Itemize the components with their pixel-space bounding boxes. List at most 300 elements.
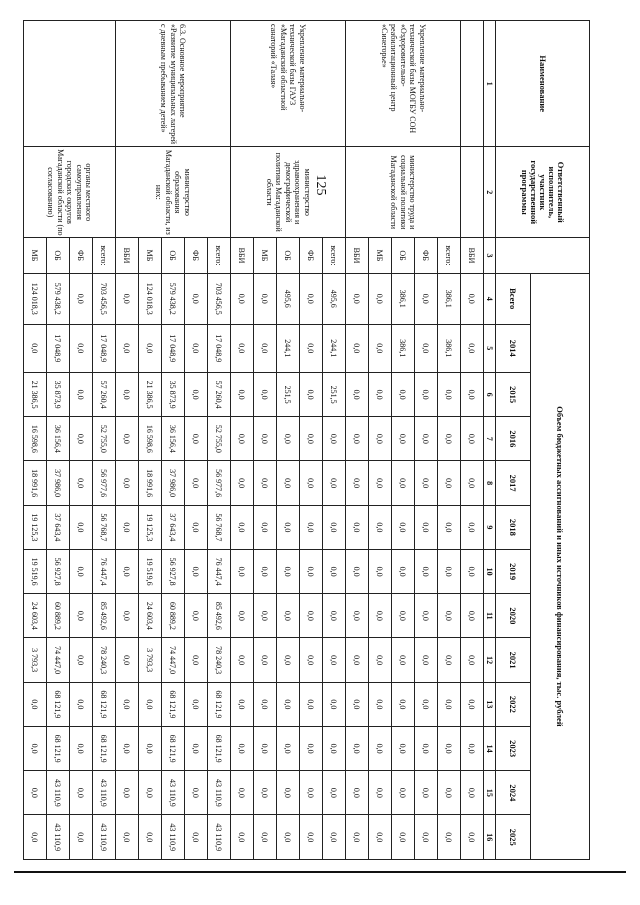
table-row: [438, 21, 461, 860]
year-value: 0,0: [300, 372, 323, 416]
column-number: 9: [484, 505, 496, 549]
total-value: 0,0: [461, 273, 484, 324]
year-value: 68 121,9: [93, 726, 116, 770]
funding-source: ВБИ: [116, 238, 139, 274]
activity-name: Укрепление материально-технической базы МОГБУ СОН «Оздоровительно-реабилитационный центр «Синегорье»: [346, 21, 461, 147]
year-value: 0,0: [369, 461, 392, 505]
column-number: 10: [484, 549, 496, 593]
year-value: 21 386,5: [139, 372, 162, 416]
year-value: 0,0: [369, 638, 392, 682]
header-year: 2016: [496, 417, 531, 461]
year-value: 0,0: [369, 372, 392, 416]
funding-source: ФБ: [70, 238, 93, 274]
funding-source: МБ: [369, 238, 392, 274]
rotated-table-wrapper: [30, 20, 590, 860]
year-value: 0,0: [254, 461, 277, 505]
column-number: 12: [484, 638, 496, 682]
year-value: 0,0: [438, 594, 461, 638]
year-value: 0,0: [461, 771, 484, 815]
year-value: 0,0: [185, 815, 208, 860]
rotated-table-container: [30, 20, 590, 860]
year-value: 0,0: [438, 815, 461, 860]
table-row: [323, 21, 346, 860]
funding-source: ОБ: [392, 238, 415, 274]
header-year: 2020: [496, 594, 531, 638]
year-value: 0,0: [116, 372, 139, 416]
year-value: 68 121,9: [47, 726, 70, 770]
year-value: 0,0: [185, 461, 208, 505]
table-row: [208, 21, 231, 860]
total-value: 386,1: [392, 273, 415, 324]
year-value: 19 519,6: [139, 549, 162, 593]
year-value: 0,0: [461, 594, 484, 638]
year-value: 0,0: [300, 417, 323, 461]
year-value: 60 889,2: [162, 594, 185, 638]
year-value: 0,0: [185, 726, 208, 770]
year-value: 0,0: [254, 549, 277, 593]
year-value: 0,0: [116, 638, 139, 682]
year-value: 0,0: [392, 417, 415, 461]
year-value: 0,0: [415, 461, 438, 505]
year-value: 0,0: [254, 726, 277, 770]
year-value: 0,0: [70, 682, 93, 726]
year-value: 43 110,9: [93, 771, 116, 815]
year-value: 0,0: [438, 771, 461, 815]
year-value: 68 121,9: [47, 682, 70, 726]
year-value: 244,1: [277, 324, 300, 372]
year-value: 0,0: [139, 682, 162, 726]
table-row: [461, 21, 484, 860]
year-value: 0,0: [254, 771, 277, 815]
year-value: 0,0: [185, 594, 208, 638]
year-value: 0,0: [300, 682, 323, 726]
year-value: 0,0: [323, 726, 346, 770]
total-value: 495,6: [277, 273, 300, 324]
year-value: 0,0: [70, 594, 93, 638]
year-value: 0,0: [231, 638, 254, 682]
header-year: 2017: [496, 461, 531, 505]
header-funding-group: Объем бюджетных ассигнований и иных источников финансирования, тыс. рублей: [531, 273, 590, 859]
year-value: 0,0: [185, 324, 208, 372]
year-value: 0,0: [346, 324, 369, 372]
year-value: 0,0: [24, 815, 47, 860]
year-value: 0,0: [392, 771, 415, 815]
year-value: 0,0: [438, 726, 461, 770]
year-value: 0,0: [438, 682, 461, 726]
year-value: 0,0: [323, 417, 346, 461]
year-value: 52 755,0: [208, 417, 231, 461]
year-value: 0,0: [139, 815, 162, 860]
year-value: 0,0: [415, 771, 438, 815]
total-value: 124 018,3: [24, 273, 47, 324]
year-value: 0,0: [231, 461, 254, 505]
total-value: 703 456,5: [93, 273, 116, 324]
funding-source: ВБИ: [461, 238, 484, 274]
year-value: 0,0: [254, 417, 277, 461]
executor-name: органы местного самоуправления городских округов Магаданской области (по согласованию): [24, 147, 116, 238]
header-name: Наименование: [496, 21, 590, 147]
total-value: 0,0: [231, 273, 254, 324]
year-value: 0,0: [277, 726, 300, 770]
total-value: 0,0: [415, 273, 438, 324]
year-value: 0,0: [346, 505, 369, 549]
year-value: 0,0: [231, 815, 254, 860]
executor-name: министерство здравоохранения и демографической политики Магаданской области: [231, 147, 346, 238]
year-value: 0,0: [70, 461, 93, 505]
year-value: 0,0: [461, 324, 484, 372]
year-value: 0,0: [139, 726, 162, 770]
year-value: 0,0: [116, 771, 139, 815]
header-total: Всего: [496, 273, 531, 324]
year-value: 43 110,9: [162, 771, 185, 815]
year-value: 0,0: [231, 549, 254, 593]
year-value: 0,0: [392, 815, 415, 860]
year-value: 0,0: [254, 815, 277, 860]
year-value: 0,0: [277, 682, 300, 726]
column-number-row: [484, 21, 496, 860]
year-value: 0,0: [461, 638, 484, 682]
year-value: 0,0: [231, 324, 254, 372]
year-value: 0,0: [392, 461, 415, 505]
year-value: 37 986,0: [47, 461, 70, 505]
year-value: 0,0: [254, 682, 277, 726]
total-value: 386,1: [438, 273, 461, 324]
column-number: 1: [484, 21, 496, 147]
year-value: 386,1: [438, 324, 461, 372]
year-value: 0,0: [438, 372, 461, 416]
year-value: 0,0: [70, 815, 93, 860]
year-value: 0,0: [323, 549, 346, 593]
year-value: 16 598,6: [24, 417, 47, 461]
executor-name: [461, 147, 484, 238]
total-value: 0,0: [185, 273, 208, 324]
year-value: 0,0: [231, 594, 254, 638]
year-value: 19 125,3: [24, 505, 47, 549]
year-value: 0,0: [369, 324, 392, 372]
year-value: 0,0: [392, 505, 415, 549]
year-value: 0,0: [323, 682, 346, 726]
year-value: 56 927,8: [47, 549, 70, 593]
year-value: 0,0: [254, 638, 277, 682]
year-value: 56 977,6: [208, 461, 231, 505]
year-value: 56 768,7: [208, 505, 231, 549]
year-value: 0,0: [346, 594, 369, 638]
total-value: 0,0: [346, 273, 369, 324]
year-value: 0,0: [300, 324, 323, 372]
total-value: 579 438,2: [162, 273, 185, 324]
year-value: 0,0: [254, 324, 277, 372]
year-value: 57 260,4: [93, 372, 116, 416]
year-value: 0,0: [323, 771, 346, 815]
year-value: 0,0: [346, 549, 369, 593]
total-value: 495,6: [323, 273, 346, 324]
year-value: 0,0: [139, 324, 162, 372]
year-value: 0,0: [415, 505, 438, 549]
activity-name: [24, 21, 116, 147]
year-value: 78 240,3: [93, 638, 116, 682]
funding-source: всего:: [323, 238, 346, 274]
header-year: 2014: [496, 324, 531, 372]
activity-name: 6.3. Основное мероприятие «Развитие муниципальных лагерей с дневным пребыванием детей»: [116, 21, 231, 147]
year-value: 37 643,4: [162, 505, 185, 549]
year-value: 0,0: [461, 372, 484, 416]
year-value: 68 121,9: [208, 726, 231, 770]
year-value: 0,0: [116, 324, 139, 372]
year-value: 0,0: [254, 594, 277, 638]
year-value: 0,0: [231, 682, 254, 726]
year-value: 0,0: [438, 638, 461, 682]
year-value: 85 492,6: [93, 594, 116, 638]
year-value: 0,0: [231, 771, 254, 815]
year-value: 0,0: [461, 726, 484, 770]
funding-source: ОБ: [162, 238, 185, 274]
year-value: 0,0: [116, 417, 139, 461]
year-value: 56 768,7: [93, 505, 116, 549]
year-value: 0,0: [70, 549, 93, 593]
year-value: 244,1: [323, 324, 346, 372]
year-value: 0,0: [392, 726, 415, 770]
year-value: 0,0: [300, 461, 323, 505]
year-value: 0,0: [392, 372, 415, 416]
year-value: 36 156,4: [47, 417, 70, 461]
year-value: 0,0: [231, 505, 254, 549]
header-year: 2024: [496, 771, 531, 815]
year-value: 0,0: [277, 815, 300, 860]
year-value: 0,0: [438, 505, 461, 549]
year-value: 36 156,4: [162, 417, 185, 461]
column-number: 7: [484, 417, 496, 461]
year-value: 0,0: [277, 771, 300, 815]
year-value: 0,0: [415, 594, 438, 638]
funding-table: [23, 20, 590, 860]
activity-name: [461, 21, 484, 147]
year-value: 85 492,6: [208, 594, 231, 638]
year-value: 0,0: [438, 417, 461, 461]
year-value: 0,0: [277, 594, 300, 638]
year-value: 74 447,0: [47, 638, 70, 682]
year-value: 0,0: [70, 771, 93, 815]
total-value: 0,0: [300, 273, 323, 324]
funding-source: всего:: [438, 238, 461, 274]
year-value: 0,0: [116, 815, 139, 860]
header-year: 2022: [496, 682, 531, 726]
year-value: 0,0: [346, 682, 369, 726]
year-value: 0,0: [415, 372, 438, 416]
year-value: 0,0: [300, 726, 323, 770]
header-year: 2019: [496, 549, 531, 593]
year-value: 24 603,4: [139, 594, 162, 638]
header-year: 2015: [496, 372, 531, 416]
year-value: 0,0: [346, 638, 369, 682]
year-value: 0,0: [323, 505, 346, 549]
year-value: 3 793,3: [139, 638, 162, 682]
year-value: 0,0: [254, 505, 277, 549]
year-value: 0,0: [277, 461, 300, 505]
year-value: 0,0: [392, 549, 415, 593]
funding-source: всего:: [93, 238, 116, 274]
year-value: 0,0: [185, 505, 208, 549]
year-value: 0,0: [277, 638, 300, 682]
year-value: 0,0: [277, 549, 300, 593]
year-value: 0,0: [323, 638, 346, 682]
funding-source: ВБИ: [231, 238, 254, 274]
table-body: [24, 21, 484, 860]
year-value: 19 125,3: [139, 505, 162, 549]
year-value: 0,0: [185, 771, 208, 815]
header-source: [496, 238, 590, 274]
total-value: 0,0: [70, 273, 93, 324]
year-value: 76 447,4: [208, 549, 231, 593]
year-value: 0,0: [346, 726, 369, 770]
year-value: 0,0: [116, 594, 139, 638]
year-value: 0,0: [24, 771, 47, 815]
year-value: 0,0: [185, 682, 208, 726]
year-value: 0,0: [300, 594, 323, 638]
year-value: 0,0: [300, 815, 323, 860]
year-value: 0,0: [116, 726, 139, 770]
year-value: 0,0: [461, 549, 484, 593]
column-number: 15: [484, 771, 496, 815]
column-number: 16: [484, 815, 496, 860]
year-value: 0,0: [369, 505, 392, 549]
year-value: 0,0: [300, 638, 323, 682]
year-value: 19 519,6: [24, 549, 47, 593]
year-value: 76 447,4: [93, 549, 116, 593]
year-value: 0,0: [415, 682, 438, 726]
year-value: 0,0: [438, 461, 461, 505]
column-number: 8: [484, 461, 496, 505]
year-value: 0,0: [185, 549, 208, 593]
year-value: 43 110,9: [208, 771, 231, 815]
year-value: 0,0: [323, 594, 346, 638]
year-value: 0,0: [415, 815, 438, 860]
year-value: 0,0: [369, 771, 392, 815]
header-year: 2023: [496, 726, 531, 770]
year-value: 60 889,2: [47, 594, 70, 638]
year-value: 0,0: [70, 372, 93, 416]
year-value: 251,5: [277, 372, 300, 416]
page-number: 125: [313, 174, 328, 196]
year-value: 0,0: [24, 324, 47, 372]
funding-source: ОБ: [277, 238, 300, 274]
year-value: 0,0: [231, 417, 254, 461]
year-value: 0,0: [116, 549, 139, 593]
header-year: 2018: [496, 505, 531, 549]
year-value: 21 386,5: [24, 372, 47, 416]
funding-source: ФБ: [415, 238, 438, 274]
year-value: 0,0: [70, 638, 93, 682]
funding-source: всего:: [208, 238, 231, 274]
year-value: 57 260,4: [208, 372, 231, 416]
funding-source: МБ: [139, 238, 162, 274]
year-value: 68 121,9: [162, 726, 185, 770]
year-value: 0,0: [185, 372, 208, 416]
year-value: 17 048,9: [47, 324, 70, 372]
year-value: 0,0: [461, 417, 484, 461]
column-number: 4: [484, 273, 496, 324]
year-value: 0,0: [231, 726, 254, 770]
funding-source: ОБ: [47, 238, 70, 274]
year-value: 0,0: [461, 505, 484, 549]
funding-source: МБ: [254, 238, 277, 274]
year-value: 52 755,0: [93, 417, 116, 461]
year-value: 0,0: [277, 505, 300, 549]
header-year: 2021: [496, 638, 531, 682]
funding-source: ФБ: [185, 238, 208, 274]
year-value: 3 793,3: [24, 638, 47, 682]
year-value: 0,0: [415, 417, 438, 461]
year-value: 43 110,9: [47, 815, 70, 860]
column-number: 5: [484, 324, 496, 372]
column-number: 13: [484, 682, 496, 726]
year-value: 0,0: [392, 638, 415, 682]
year-value: 56 927,8: [162, 549, 185, 593]
year-value: 0,0: [139, 771, 162, 815]
total-value: 0,0: [116, 273, 139, 324]
year-value: 37 643,4: [47, 505, 70, 549]
year-value: 0,0: [70, 324, 93, 372]
year-value: 0,0: [415, 549, 438, 593]
year-value: 0,0: [369, 815, 392, 860]
header-year: 2025: [496, 815, 531, 860]
year-value: 35 873,9: [162, 372, 185, 416]
year-value: 17 048,9: [162, 324, 185, 372]
year-value: 0,0: [185, 417, 208, 461]
activity-name: Укрепление материально-технической базы ГАУЗ «Магаданский областной санаторий «Талая»: [231, 21, 346, 147]
year-value: 0,0: [461, 461, 484, 505]
year-value: 0,0: [392, 594, 415, 638]
year-value: 17 048,9: [208, 324, 231, 372]
total-value: 0,0: [254, 273, 277, 324]
year-value: 0,0: [369, 417, 392, 461]
year-value: 18 991,6: [24, 461, 47, 505]
year-value: 0,0: [346, 771, 369, 815]
year-value: 0,0: [369, 726, 392, 770]
year-value: 18 991,6: [139, 461, 162, 505]
year-value: 0,0: [438, 549, 461, 593]
year-value: 35 873,9: [47, 372, 70, 416]
column-number: 3: [484, 238, 496, 274]
year-value: 0,0: [346, 372, 369, 416]
year-value: 16 598,6: [139, 417, 162, 461]
year-value: 0,0: [300, 771, 323, 815]
year-value: 0,0: [415, 324, 438, 372]
year-value: 251,5: [323, 372, 346, 416]
year-value: 0,0: [461, 682, 484, 726]
total-value: 0,0: [369, 273, 392, 324]
year-value: 68 121,9: [93, 682, 116, 726]
bottom-rule: [14, 871, 626, 873]
year-value: 0,0: [323, 815, 346, 860]
year-value: 37 986,0: [162, 461, 185, 505]
year-value: 78 240,3: [208, 638, 231, 682]
year-value: 0,0: [116, 682, 139, 726]
year-value: 0,0: [346, 417, 369, 461]
total-value: 579 438,2: [47, 273, 70, 324]
year-value: 68 121,9: [208, 682, 231, 726]
year-value: 0,0: [116, 461, 139, 505]
executor-name: министерство труда и социальной политики Магаданской области: [346, 147, 461, 238]
year-value: 0,0: [392, 682, 415, 726]
funding-source: МБ: [24, 238, 47, 274]
year-value: 0,0: [369, 549, 392, 593]
year-value: 0,0: [116, 505, 139, 549]
year-value: 0,0: [346, 815, 369, 860]
year-value: 0,0: [300, 549, 323, 593]
funding-source: ВБИ: [346, 238, 369, 274]
year-value: 0,0: [231, 372, 254, 416]
year-value: 43 110,9: [162, 815, 185, 860]
